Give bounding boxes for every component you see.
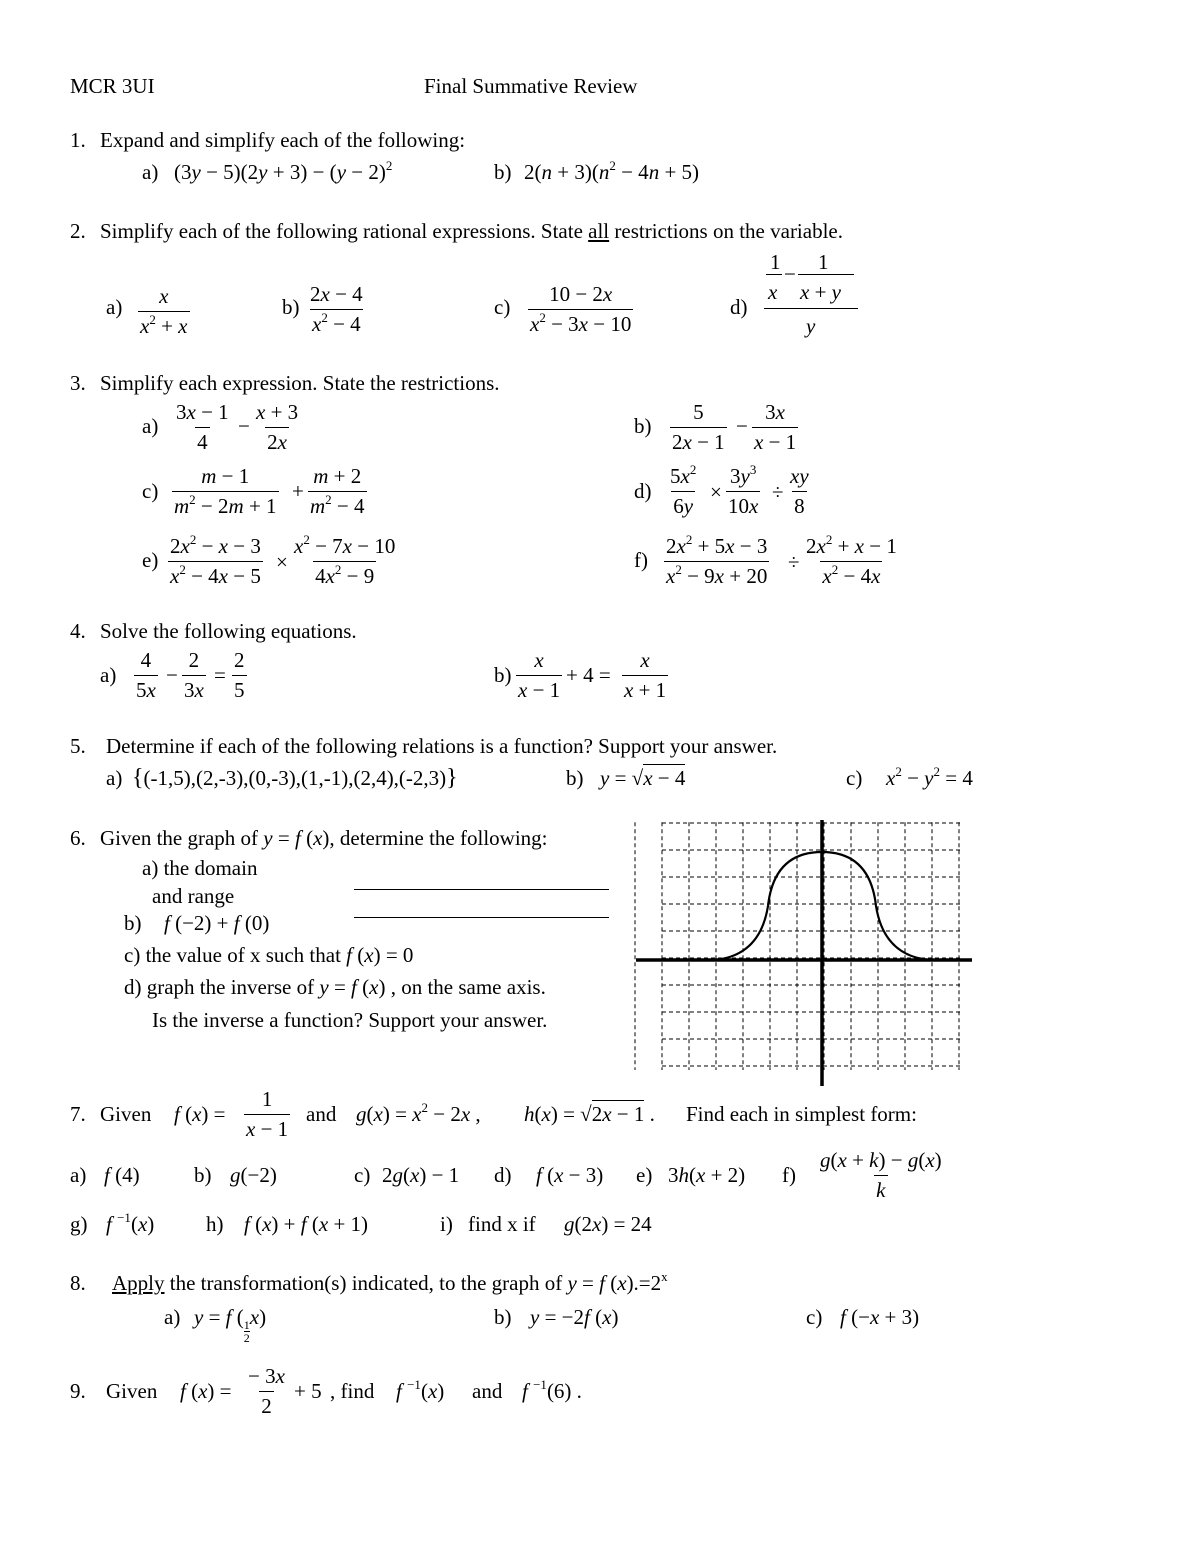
q9-finverse-6: f $^{-1}$(6) .: [522, 1377, 582, 1403]
q5a-label: a): [106, 766, 123, 790]
q3f-fraction-1: $2x^2 + 5x - 3$ $x^2 - 9x + 20$: [666, 532, 768, 588]
question-3-number: 3.: [70, 371, 86, 395]
q3c-label: c): [142, 479, 159, 503]
q7i-label: i): [440, 1212, 453, 1236]
course-code: MCR 3UI: [70, 74, 155, 98]
q5c-expression: $x^2 - y^2 = 4$: [886, 764, 973, 790]
q7d-label: d): [494, 1163, 512, 1187]
q7f-fraction: g(x + k) − g(x) k: [820, 1148, 942, 1202]
q4a-label: a): [100, 663, 117, 687]
q7-h-def: h(x) = √2x − 1 .: [524, 1102, 655, 1126]
q4a-fraction-3: 2 5: [234, 648, 245, 702]
function-graph: [634, 818, 974, 1088]
q3f-divide: ÷: [788, 550, 800, 574]
q8c-label: c): [806, 1305, 823, 1329]
q3e-times: ×: [276, 550, 288, 574]
q9-and: and: [472, 1379, 503, 1403]
q8a-label: a): [164, 1305, 181, 1329]
q9-given: Given: [106, 1379, 158, 1403]
q3f-fraction-2: $2x^2 + x - 1$ $x^2 - 4x$: [806, 532, 897, 588]
q7g-label: g): [70, 1212, 88, 1236]
q3b-minus: −: [736, 414, 748, 438]
q2c-fraction: 10 − 2x $x^2 - 3x - 10$: [530, 282, 632, 336]
q5a-set: {(-1,5),(2,-3),(0,-3),(1,-1),(2,4),(-2,3)}: [132, 765, 458, 791]
q4a-fraction-1: 4 5x: [136, 648, 156, 702]
q6b-expression: f (−2) + f (0): [164, 911, 270, 935]
q3c-fraction-2: m + 2 $m^2 - 4$: [310, 464, 365, 518]
q5c-label: c): [846, 766, 863, 790]
q3e-fraction-2: $x^2 - 7x - 10$ $4x^2 - 9$: [294, 532, 396, 588]
q7e-expression: 3h(x + 2): [668, 1163, 746, 1187]
question-8-number: 8.: [70, 1271, 86, 1295]
q7-f-def: f (x) =: [174, 1102, 226, 1126]
q3d-fraction-2: $3y^3$ 10x: [728, 462, 759, 518]
q3d-times: ×: [710, 480, 722, 504]
q7h-expression: f (x) + f (x + 1): [244, 1212, 369, 1236]
q8a-expression: y = f ( $\frac{1}{2}$ x): [194, 1305, 267, 1345]
q6a-text: a) the domain: [142, 856, 258, 880]
q4b-plus-four-equals: + 4 =: [566, 663, 611, 687]
question-1-text: Expand and simplify each of the following:: [100, 128, 466, 152]
q4b-label: b): [494, 663, 512, 687]
q1a-expression: $(3y - 5)(2y + 3) - (y - 2)^2$: [174, 158, 393, 184]
q7f-label: f): [782, 1163, 796, 1187]
question-5-number: 5.: [70, 734, 86, 758]
q3e-label: e): [142, 548, 159, 572]
q3d-fraction-1: $5x^2$ 6y: [670, 462, 697, 518]
q7g-expression: f $^{-1}$(x): [106, 1210, 155, 1236]
q6b-label: b): [124, 911, 142, 935]
question-5-text: Determine if each of the following relations is a function? Support your answer.: [106, 734, 778, 758]
q7h-label: h): [206, 1212, 224, 1236]
q3f-label: f): [634, 548, 648, 572]
question-6-text: Given the graph of y = f (x), determine the following:: [100, 826, 548, 850]
q1b-expression: $2(n + 3)(n^2 - 4n + 5)$: [524, 158, 700, 184]
q7i-expression: g(2x) = 24: [564, 1212, 652, 1236]
q7b-label: b): [194, 1163, 212, 1187]
q2d-complex-fraction: 1 x − 1 x + y y: [764, 252, 858, 337]
q7i-text: find x if: [468, 1212, 536, 1236]
q8c-expression: f (−x + 3): [840, 1305, 920, 1329]
q4a-equals: =: [214, 663, 226, 687]
question-2-number: 2.: [70, 219, 86, 243]
q7-g-def: $g(x) = x^2 - 2x$ ,: [356, 1100, 481, 1126]
q3a-fraction-1: 3x − 1 4: [176, 400, 229, 454]
q3d-fraction-3: xy 8: [790, 464, 809, 518]
q3d-label: d): [634, 479, 652, 503]
q7a-label: a): [70, 1163, 87, 1187]
q5b-expression: y = √x − 4: [600, 766, 686, 790]
q6a-range-blank: [354, 898, 609, 919]
q2b-label: b): [282, 295, 300, 319]
q3c-fraction-1: m − 1 $m^2 - 2m + 1$: [174, 464, 277, 518]
q9-fraction: − 3x 2: [248, 1364, 285, 1418]
q7-and: and: [306, 1102, 337, 1126]
q2b-fraction: 2x − 4 $x^2 - 4$: [310, 282, 363, 336]
q3c-plus: +: [292, 479, 304, 503]
question-8-text: Apply the transformation(s) indicated, to the graph of y = f $(x).=2^x$: [112, 1269, 668, 1295]
page-title: Final Summative Review: [424, 74, 638, 98]
question-6-number: 6.: [70, 826, 86, 850]
q7a-expression: f (4): [104, 1163, 140, 1187]
q6a-range-text: and range: [152, 884, 235, 908]
q3b-label: b): [634, 414, 652, 438]
q6c-text: c) the value of x such that f (x) = 0: [124, 943, 414, 967]
question-1-number: 1.: [70, 128, 86, 152]
q7b-expression: g(−2): [230, 1163, 277, 1187]
question-3-text: Simplify each expression. State the restrictions.: [100, 371, 500, 395]
q3b-fraction-1: 5 2x − 1: [672, 400, 725, 454]
q3a-minus: −: [238, 414, 250, 438]
q7d-expression: f (x − 3): [536, 1163, 604, 1187]
q6d-text-2: Is the inverse a function? Support your answer.: [152, 1008, 548, 1032]
q3e-fraction-1: $2x^2 - x - 3$ $x^2 - 4x - 5$: [170, 532, 261, 588]
q3d-divide: ÷: [772, 480, 784, 504]
q7-given: Given: [100, 1102, 152, 1126]
q4a-minus: −: [166, 663, 178, 687]
question-4-number: 4.: [70, 619, 86, 643]
q6d-text: d) graph the inverse of y = f (x) , on the same axis.: [124, 975, 546, 999]
q1a-label: a): [142, 160, 159, 184]
q7c-expression: 2g(x) − 1: [382, 1163, 460, 1187]
q4b-fraction-2: x x + 1: [624, 648, 667, 702]
question-2-text: Simplify each of the following rational expressions. State all restrictions on the variable.: [100, 219, 843, 243]
q9-finverse-x: f $^{-1}$(x): [396, 1377, 445, 1403]
q9-plus-five: + 5: [294, 1379, 322, 1403]
q8b-expression: y = −2f (x): [530, 1305, 619, 1329]
q6a-domain-blank: [354, 870, 609, 891]
q2a-label: a): [106, 295, 123, 319]
q4a-fraction-2: 2 3x: [184, 648, 204, 702]
q1b-label: b): [494, 160, 512, 184]
q8b-label: b): [494, 1305, 512, 1329]
q5b-label: b): [566, 766, 584, 790]
q9-f-def: f (x) =: [180, 1379, 232, 1403]
q2a-fraction: x $x^2 + x$: [140, 284, 188, 338]
q3a-fraction-2: x + 3 2x: [256, 400, 299, 454]
q4b-fraction-1: x x − 1: [518, 648, 561, 702]
q2d-label: d): [730, 295, 748, 319]
q7-find-text: Find each in simplest form:: [686, 1102, 917, 1126]
q3a-label: a): [142, 414, 159, 438]
q9-find: , find: [330, 1379, 375, 1403]
question-7-number: 7.: [70, 1102, 86, 1126]
q3b-fraction-2: 3x x − 1: [754, 400, 797, 454]
q7c-label: c): [354, 1163, 371, 1187]
q7e-label: e): [636, 1163, 653, 1187]
q2c-label: c): [494, 295, 511, 319]
question-9-number: 9.: [70, 1379, 86, 1403]
q7-f-fraction: 1 x − 1: [246, 1087, 289, 1141]
question-4-text: Solve the following equations.: [100, 619, 357, 643]
